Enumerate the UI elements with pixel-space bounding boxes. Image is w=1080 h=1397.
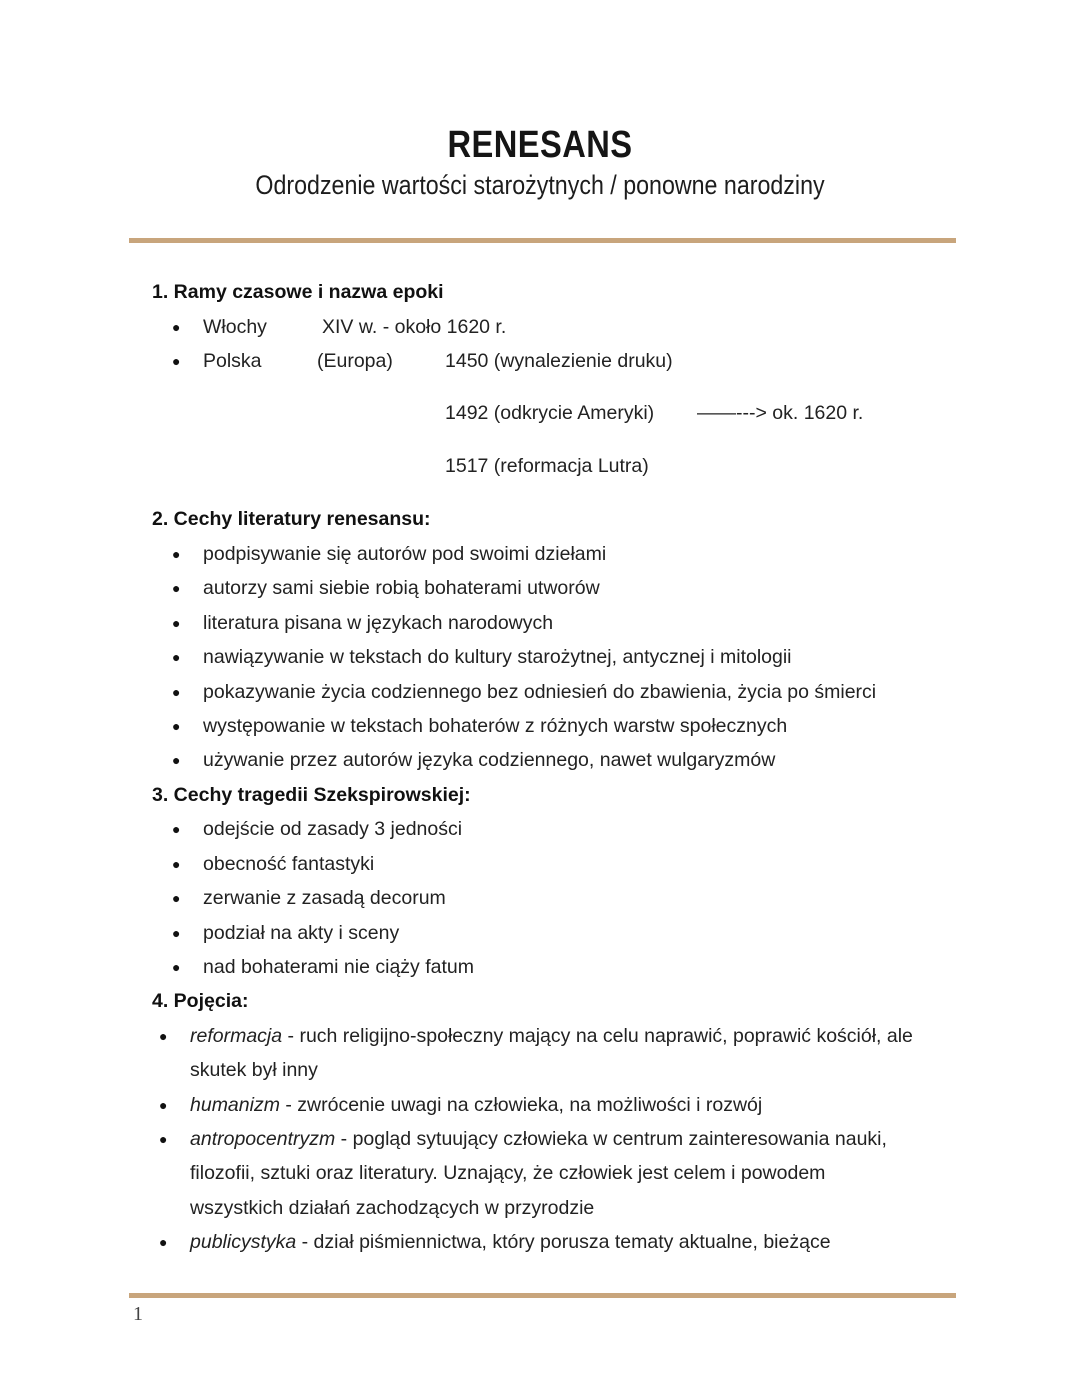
- list-item: literatura pisana w językach narodowych: [203, 612, 554, 634]
- bullet-icon: ●: [172, 684, 181, 700]
- list-item-label: Włochy: [203, 316, 267, 338]
- bullet-icon: ●: [172, 353, 181, 369]
- bullet-icon: ●: [172, 319, 181, 335]
- list-item: nawiązywanie w tekstach do kultury starożytnej, antycznej i mitologii: [203, 646, 792, 668]
- bullet-icon: ●: [172, 890, 181, 906]
- date-entry: 1517 (reformacja Lutra): [445, 455, 649, 477]
- page-number: 1: [133, 1303, 143, 1325]
- definition: - pogląd sytuujący człowieka w centrum zainteresowania nauki,: [335, 1128, 887, 1150]
- definition-continued: skutek był inny: [190, 1059, 318, 1081]
- list-item: występowanie w tekstach bohaterów z różnych warstw społecznych: [203, 715, 788, 737]
- definition: - dział piśmiennictwa, który porusza tematy aktualne, bieżące: [296, 1231, 831, 1253]
- date-arrow: ——---> ok. 1620 r.: [697, 402, 864, 424]
- bullet-icon: ●: [172, 718, 181, 734]
- list-item: nad bohaterami nie ciąży fatum: [203, 956, 474, 978]
- term-definition: [190, 1229, 831, 1255]
- list-item: podpisywanie się autorów pod swoimi dziełami: [203, 543, 607, 565]
- list-item-value: XIV w. - około 1620 r.: [322, 316, 507, 338]
- section-heading: 4. Pojęcia:: [152, 990, 249, 1012]
- list-item-label: Polska: [203, 350, 262, 372]
- section-heading: 3. Cechy tragedii Szekspirowskiej:: [152, 784, 471, 806]
- bullet-icon: ●: [172, 856, 181, 872]
- list-item: używanie przez autorów języka codziennego, nawet wulgaryzmów: [203, 749, 776, 771]
- list-item: zerwanie z zasadą decorum: [203, 887, 446, 909]
- section-heading: 1. Ramy czasowe i nazwa epoki: [152, 281, 444, 303]
- bullet-icon: ●: [172, 752, 181, 768]
- bullet-icon: ●: [172, 649, 181, 665]
- bullet-icon: ●: [159, 1028, 168, 1044]
- page-subtitle: Odrodzenie wartości starożytnych / ponowne narodziny: [255, 170, 825, 200]
- date-entry: 1492 (odkrycie Ameryki): [445, 402, 655, 424]
- section-heading: 2. Cechy literatury renesansu:: [152, 508, 431, 530]
- list-item: pokazywanie życia codziennego bez odniesień do zbawienia, życia po śmierci: [203, 681, 877, 703]
- definition: - ruch religijno-społeczny mający na celu naprawić, poprawić kościół, ale: [282, 1025, 913, 1047]
- bullet-icon: ●: [172, 959, 181, 975]
- bullet-icon: ●: [172, 546, 181, 562]
- list-item: autorzy sami siebie robią bohaterami utworów: [203, 577, 600, 599]
- term-definition: [190, 1126, 887, 1152]
- bottom-divider: [129, 1293, 956, 1298]
- bullet-icon: ●: [172, 821, 181, 837]
- page-title: RENESANS: [447, 124, 633, 166]
- term: publicystyka: [190, 1231, 297, 1253]
- term-definition: [190, 1023, 913, 1049]
- bullet-icon: ●: [172, 615, 181, 631]
- top-divider: [129, 238, 956, 243]
- term-definition: [190, 1092, 762, 1118]
- bullet-icon: ●: [172, 925, 181, 941]
- bullet-icon: ●: [159, 1234, 168, 1250]
- definition-continued: wszystkich działań zachodzących w przyrodzie: [190, 1197, 595, 1219]
- term: reformacja: [190, 1025, 283, 1047]
- definition: - zwrócenie uwagi na człowieka, na możliwości i rozwój: [279, 1094, 763, 1116]
- list-item-value: 1450 (wynalezienie druku): [445, 350, 673, 372]
- term: antropocentryzm: [190, 1128, 336, 1150]
- bullet-icon: ●: [172, 580, 181, 596]
- list-item: odejście od zasady 3 jedności: [203, 818, 463, 840]
- term: humanizm: [190, 1094, 280, 1116]
- list-item: obecność fantastyki: [203, 853, 375, 875]
- bullet-icon: ●: [159, 1131, 168, 1147]
- list-item: podział na akty i sceny: [203, 922, 400, 944]
- definition-continued: filozofii, sztuki oraz literatury. Uznający, że człowiek jest celem i powodem: [190, 1162, 826, 1184]
- list-item-region: (Europa): [317, 350, 393, 372]
- bullet-icon: ●: [159, 1097, 168, 1113]
